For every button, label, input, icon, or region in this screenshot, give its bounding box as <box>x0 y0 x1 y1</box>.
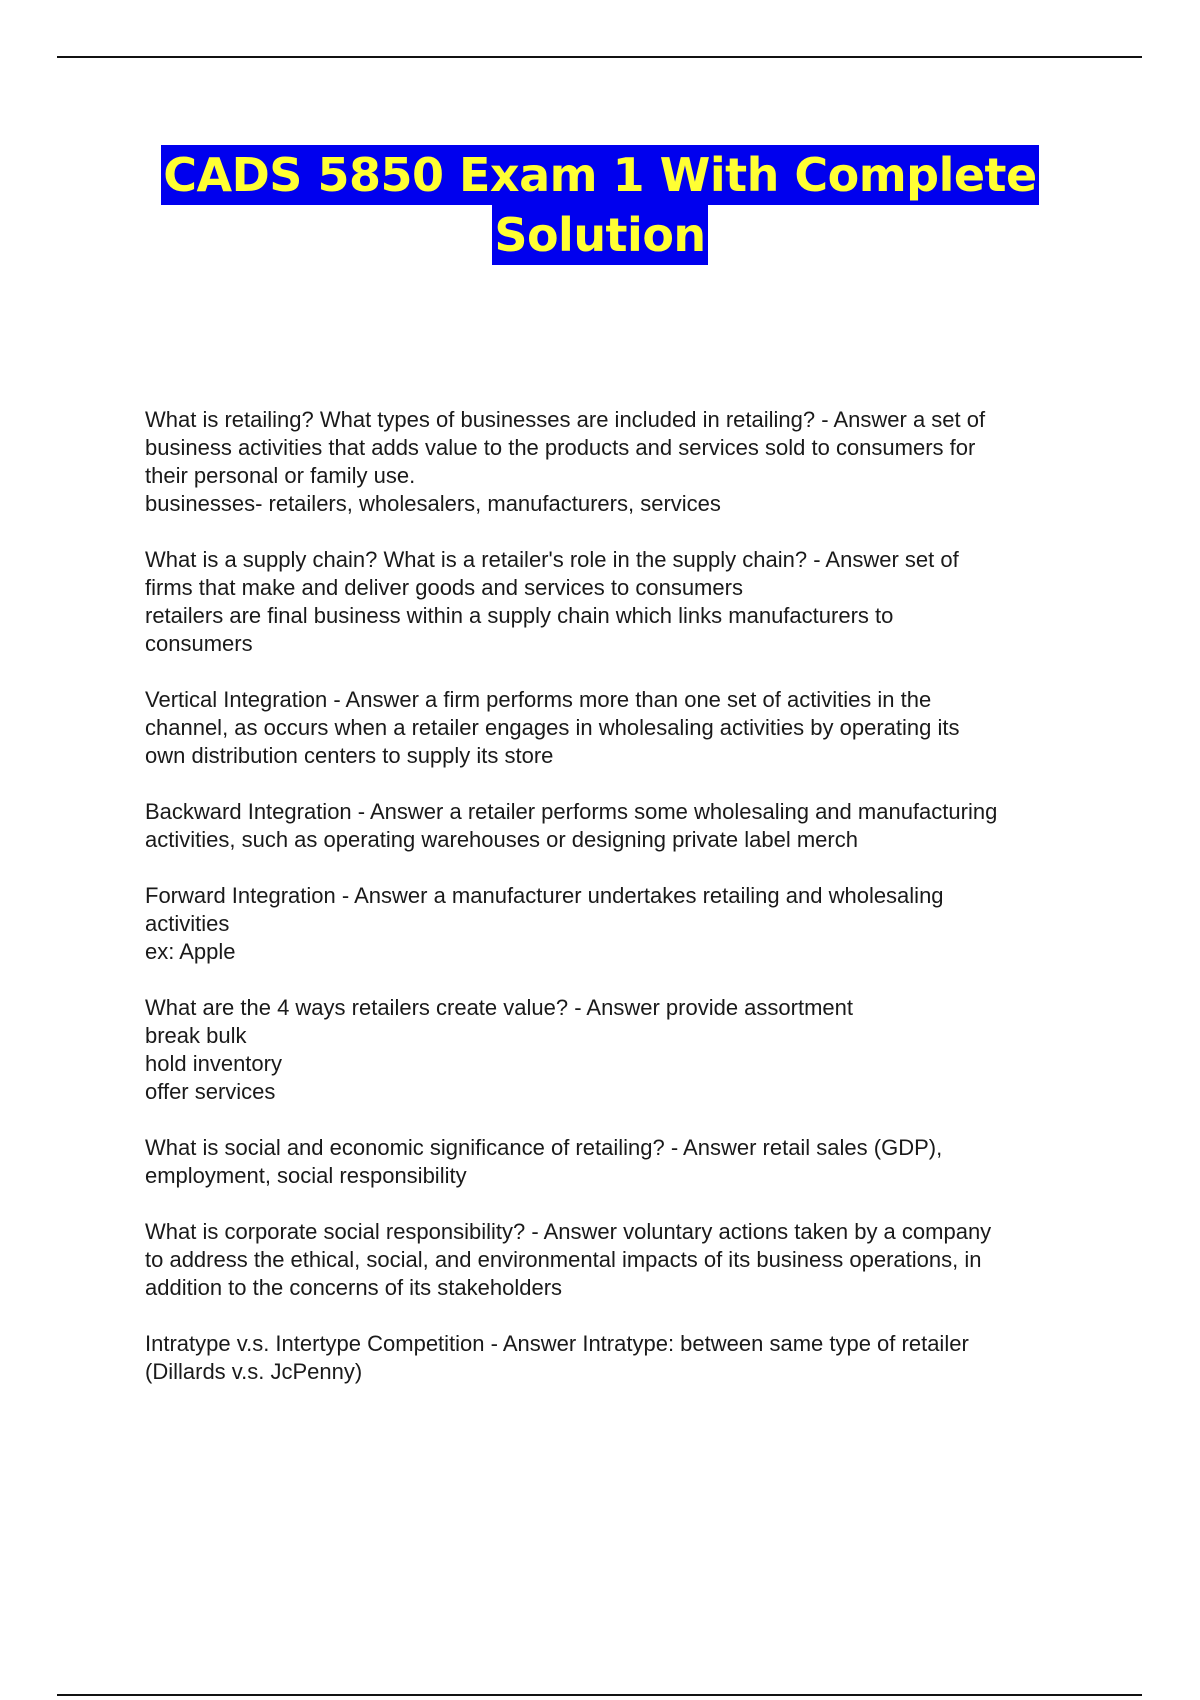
qa-text-line: Forward Integration - Answer a manufacturer undertakes retailing and wholesaling <box>145 883 944 908</box>
qa-text-line: retailers are final business within a supply chain which links manufacturers to <box>145 603 894 628</box>
qa-entry <box>145 406 1085 518</box>
qa-list <box>145 406 1085 1414</box>
title-line-1: CADS 5850 Exam 1 With Complete <box>161 145 1038 205</box>
qa-entry <box>145 882 1085 966</box>
qa-text-line: break bulk <box>145 1023 247 1048</box>
qa-entry <box>145 1218 1085 1302</box>
qa-text-line: Backward Integration - Answer a retailer performs some wholesaling and manufacturing <box>145 799 998 824</box>
qa-entry <box>145 798 1085 854</box>
qa-text-line: What is a supply chain? What is a retailer's role in the supply chain? - Answer set of <box>145 547 959 572</box>
qa-text-line: Vertical Integration - Answer a firm performs more than one set of activities in the <box>145 687 932 712</box>
document-title <box>0 145 1200 265</box>
qa-text-line: offer services <box>145 1079 276 1104</box>
title-line-2: Solution <box>492 205 707 265</box>
qa-text-line: firms that make and deliver goods and services to consumers <box>145 575 743 600</box>
qa-text-line: own distribution centers to supply its store <box>145 743 554 768</box>
qa-text-line: businesses- retailers, wholesalers, manufacturers, services <box>145 491 721 516</box>
qa-text-line: channel, as occurs when a retailer engages in wholesaling activities by operating its <box>145 715 960 740</box>
qa-text-line: addition to the concerns of its stakeholders <box>145 1275 563 1300</box>
qa-text-line: ex: Apple <box>145 939 236 964</box>
qa-entry <box>145 686 1085 770</box>
qa-text-line: to address the ethical, social, and environmental impacts of its business operations, in <box>145 1247 982 1272</box>
qa-entry <box>145 1330 1085 1386</box>
qa-entry <box>145 994 1085 1106</box>
qa-text-line: What is social and economic significance of retailing? - Answer retail sales (GDP), <box>145 1135 943 1160</box>
top-rule <box>57 56 1142 58</box>
qa-text-line: hold inventory <box>145 1051 282 1076</box>
qa-text-line: What is retailing? What types of businesses are included in retailing? - Answer a set of <box>145 407 986 432</box>
qa-text-line: activities <box>145 911 230 936</box>
bottom-rule <box>57 1694 1142 1696</box>
qa-text-line: consumers <box>145 631 253 656</box>
qa-text-line: employment, social responsibility <box>145 1163 467 1188</box>
qa-text-line: their personal or family use. <box>145 463 416 488</box>
qa-text-line: activities, such as operating warehouses or designing private label merch <box>145 827 858 852</box>
qa-entry <box>145 1134 1085 1190</box>
qa-text-line: Intratype v.s. Intertype Competition - Answer Intratype: between same type of retailer <box>145 1331 969 1356</box>
qa-text-line: What are the 4 ways retailers create value? - Answer provide assortment <box>145 995 853 1020</box>
qa-text-line: business activities that adds value to the products and services sold to consumers for <box>145 435 976 460</box>
qa-entry <box>145 546 1085 658</box>
qa-text-line: (Dillards v.s. JcPenny) <box>145 1359 363 1384</box>
qa-text-line: What is corporate social responsibility? - Answer voluntary actions taken by a company <box>145 1219 992 1244</box>
